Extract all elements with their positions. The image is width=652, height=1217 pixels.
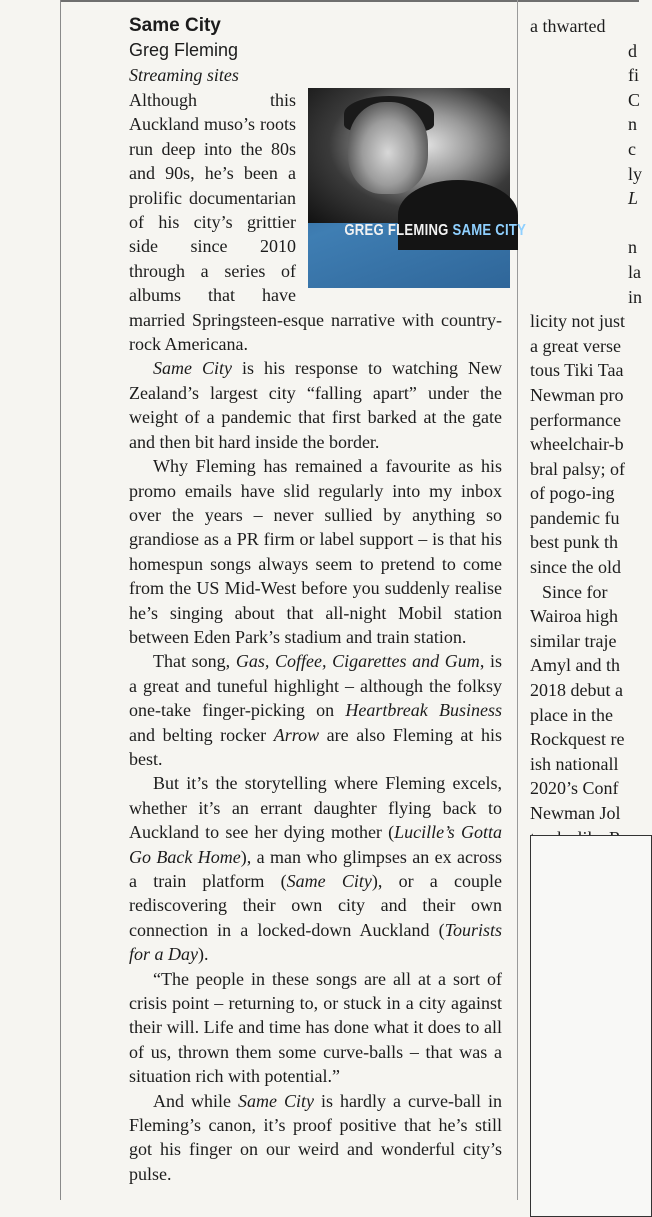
column-line: a thwarted bbox=[530, 16, 606, 36]
column-line bbox=[530, 211, 639, 236]
column-line: in bbox=[628, 286, 643, 307]
italic-title: Arrow bbox=[273, 724, 320, 745]
text-run: But it’s the storytelling where Fleming excels, whether it’s an errant daughter flying back to Auckland to see her dying mother ( bbox=[129, 773, 502, 843]
column-line: tous Tiki Taa bbox=[530, 360, 624, 381]
italic-title: Tourists for a Day bbox=[129, 919, 502, 965]
column-line: since the old bbox=[530, 557, 621, 578]
review-body bbox=[129, 88, 527, 1186]
column-line: pandemic fu bbox=[530, 507, 620, 528]
column-line: C bbox=[628, 89, 641, 110]
column-line: best punk th bbox=[530, 532, 618, 553]
column-line: place in the bbox=[530, 704, 613, 725]
column-line: fi bbox=[628, 65, 639, 86]
column-line: similar traje bbox=[530, 630, 617, 651]
paragraph bbox=[129, 967, 502, 1089]
italic-title: Lucille’s Gotta Go Back Home bbox=[129, 822, 502, 867]
italic-title: Same City bbox=[286, 871, 372, 891]
column-line: c bbox=[628, 138, 636, 159]
adjacent-column bbox=[530, 14, 643, 850]
column-line: of pogo-ing bbox=[530, 483, 615, 504]
column-line: n bbox=[628, 114, 637, 135]
column-line: wheelchair-b bbox=[530, 434, 624, 455]
column-line: Rockquest re bbox=[530, 729, 625, 750]
text-run: And while bbox=[153, 1090, 239, 1111]
column-line: Newman Jol bbox=[530, 803, 621, 823]
column-line: Since for bbox=[542, 581, 608, 602]
review-headline: Same City bbox=[129, 15, 221, 36]
column-line: Newman pro bbox=[530, 384, 624, 405]
text-run: is his response to watching New Zealand’s largest city “falling apart” under the weight of a pandemic that first barked at the gate and then bit hard inside the border. bbox=[129, 358, 502, 452]
release-format: Streaming sites bbox=[129, 65, 239, 85]
column-line: Amyl and th bbox=[530, 655, 620, 676]
paragraph bbox=[129, 771, 502, 966]
column-line: d bbox=[628, 40, 637, 61]
column-line: ly bbox=[628, 163, 643, 184]
column-line: L bbox=[628, 188, 639, 209]
italic-title: Same City bbox=[238, 1090, 315, 1111]
text-run: ). bbox=[198, 944, 209, 965]
column-line: bral palsy; of bbox=[530, 458, 625, 479]
paragraph bbox=[129, 454, 502, 649]
cover-portrait-face bbox=[348, 102, 428, 194]
italic-title: Same City bbox=[153, 358, 232, 379]
text-run: “The people in these songs are all at a sort of crisis point – returning to, or stuck in a city against their will. Life and time has done what it does to all of us, thrown them some curve-balls – that was a situation rich with potential.” bbox=[129, 968, 502, 1087]
text-run: and belting rocker bbox=[129, 724, 274, 745]
adjacent-boxed-panel bbox=[530, 835, 652, 1217]
review-article bbox=[129, 14, 527, 1186]
left-column-rule bbox=[60, 0, 61, 1200]
column-line: ish nationall bbox=[530, 753, 619, 774]
text-run: Although this Auckland muso’s roots run deep into the 80s and 90s, he’s been a prolific documentarian of his city’s grittier side since 2010 through a series of albums that have married Springsteen-esque narrative with country-rock Americana. bbox=[129, 90, 502, 355]
column-line: licity not just bbox=[530, 311, 626, 332]
column-gutter-rule bbox=[517, 0, 518, 1200]
text-run: ), or a couple rediscovering their own city and their own connection in a locked-down Auckland ( bbox=[129, 871, 502, 940]
column-line: n bbox=[628, 237, 637, 258]
text-run: ), a man who glimpses an ex across a train platform ( bbox=[129, 846, 502, 891]
column-line: la bbox=[628, 261, 641, 282]
text-run: are also Fleming at his best. bbox=[129, 724, 503, 769]
italic-title: Gas, Coffee, Cigarettes and Gum bbox=[235, 651, 480, 672]
column-line: a great verse bbox=[530, 335, 621, 356]
italic-title: Heartbreak Business bbox=[345, 700, 502, 721]
text-run: is hardly a curve-ball in Fleming’s canon, it’s proof positive that he’s still got his finger on our weird and wonderful city’s pulse. bbox=[129, 1090, 502, 1184]
text-run: Why Fleming has remained a favourite as his promo emails have slid regularly into my inbox over the years – never sullied by anything so grandiose as a PR firm or label support – is that his homespun songs always seem to pretend to come from the US Mid-West before you suddenly realise he’s singing about that all-night Mobil station between Eden Park’s stadium and train station. bbox=[129, 456, 502, 647]
artist-name: Greg Fleming bbox=[129, 40, 239, 60]
text-run: , is a great and tuneful highlight – although the folksy one-take finger-picking on bbox=[129, 651, 502, 721]
cover-artist-text: GREG FLEMING bbox=[344, 222, 449, 239]
paragraph bbox=[129, 356, 502, 454]
album-cover bbox=[308, 88, 527, 288]
column-line: 2020’s Conf bbox=[530, 778, 619, 799]
page-top-rule bbox=[60, 0, 639, 2]
column-line: 2018 debut a bbox=[530, 680, 623, 701]
column-line: performance bbox=[530, 409, 621, 430]
paragraph bbox=[129, 1089, 502, 1187]
paragraph bbox=[129, 649, 502, 771]
cover-title bbox=[344, 222, 527, 240]
column-line: Wairoa high bbox=[530, 606, 619, 627]
text-run: That song, bbox=[153, 651, 236, 672]
cover-album-text: SAME CITY bbox=[452, 222, 527, 239]
